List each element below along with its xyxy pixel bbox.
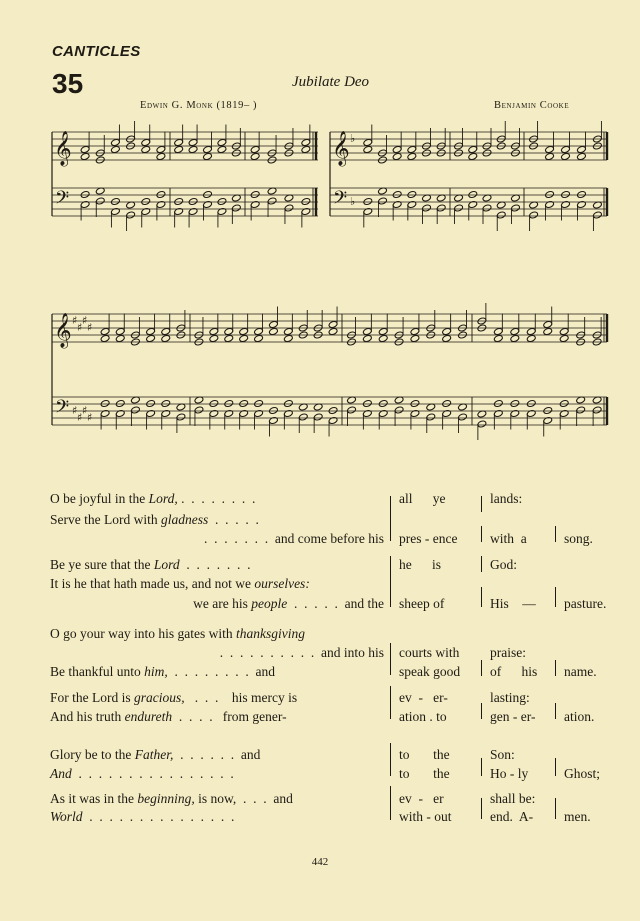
key-signature-icon: ♯ <box>82 314 88 327</box>
treble-clef-icon: 𝄞 <box>54 313 72 348</box>
chant-italic: Father, <box>134 747 174 762</box>
half-note <box>328 327 338 335</box>
chant-left-text <box>50 626 305 642</box>
half-note <box>526 327 536 335</box>
key-signature-icon: ♯ <box>87 411 93 424</box>
chant-left-text <box>220 645 384 661</box>
chant-plain: . . . . . . . . . . and into his <box>219 645 384 660</box>
half-note <box>577 190 587 198</box>
half-note <box>156 190 166 198</box>
half-note <box>141 197 151 205</box>
chant-pointing-c1: to the <box>399 766 450 781</box>
half-note <box>250 152 260 160</box>
chant-line <box>0 690 640 708</box>
half-note <box>217 145 227 153</box>
chant-plain: Be thankful unto <box>50 664 145 679</box>
key-signature-icon: ♯ <box>77 321 83 334</box>
half-note <box>209 327 219 335</box>
half-note <box>436 204 446 212</box>
half-note <box>493 334 503 342</box>
half-note <box>592 406 602 414</box>
chant-pointing-c3: pasture. <box>564 596 607 611</box>
chant-line <box>0 766 640 784</box>
chant-pointing-c1: ev - er <box>399 791 444 806</box>
pointing-bar <box>390 686 391 719</box>
chant-line <box>0 791 640 809</box>
half-note <box>203 190 213 198</box>
half-note <box>559 399 569 407</box>
chant-dots: . . . . . . . . <box>177 491 256 506</box>
half-note <box>254 334 264 342</box>
half-note <box>115 327 125 335</box>
bass-clef-icon: 𝄢 <box>333 188 348 213</box>
chant-line <box>0 557 640 575</box>
chant-italic: people <box>251 596 288 611</box>
chant-left-text <box>50 809 234 825</box>
chant-pointing-c2: Ho - ly <box>490 766 529 781</box>
chant-plain: Serve the Lord with <box>50 512 161 527</box>
half-note <box>561 190 571 198</box>
chant-left-text <box>50 709 287 725</box>
half-note <box>100 327 110 335</box>
pointing-bar <box>481 660 482 676</box>
chant-plain: . . . . . . . and come before his <box>204 531 384 546</box>
half-note <box>545 190 555 198</box>
chant-dots: . . . . . . . . . . . . . . . . <box>71 766 234 781</box>
key-signature-icon: ♯ <box>87 321 93 334</box>
pointing-bar <box>555 526 556 542</box>
chant-pointing-c2: shall be: <box>490 791 536 806</box>
half-note <box>254 399 264 407</box>
half-note <box>561 145 571 153</box>
half-note <box>301 145 311 153</box>
music-notation <box>0 0 640 460</box>
chant-line <box>0 531 640 549</box>
chant-pointing-c2: end. A- <box>490 809 534 824</box>
half-note <box>468 152 478 160</box>
half-note <box>561 152 571 160</box>
half-note <box>209 334 219 342</box>
pointing-bar <box>555 587 556 607</box>
half-note <box>176 413 186 421</box>
chant-left-text <box>50 690 297 706</box>
half-note <box>545 152 555 160</box>
half-note <box>194 406 204 414</box>
half-note <box>510 327 520 335</box>
half-note <box>362 399 372 407</box>
chant-left-text <box>204 531 384 547</box>
pointing-bar <box>555 703 556 719</box>
half-note <box>80 145 90 153</box>
chant-pointing-c1: speak good <box>399 664 461 679</box>
half-note <box>283 334 293 342</box>
half-note <box>511 204 521 212</box>
key-signature-icon: ♭ <box>350 132 356 145</box>
chant-pointing-c1: he is <box>399 557 441 572</box>
half-note <box>224 399 234 407</box>
chant-left-text <box>50 491 255 507</box>
chant-pointing-c1: ation . to <box>399 709 447 724</box>
bass-clef-icon: 𝄢 <box>55 188 70 213</box>
half-note <box>410 327 420 335</box>
pointing-bar <box>390 496 391 541</box>
pointing-bar <box>390 643 391 675</box>
half-note <box>477 420 487 428</box>
chant-left-text <box>50 747 260 763</box>
chant-left-text <box>50 664 275 680</box>
half-note <box>378 197 388 205</box>
half-note <box>496 211 506 219</box>
pointing-bar <box>481 758 482 776</box>
composer-left: Edwin G. Monk (1819– ) <box>140 100 258 111</box>
half-note <box>80 152 90 160</box>
half-note <box>543 406 553 414</box>
chant-italic: And <box>50 766 72 781</box>
chant-line <box>0 809 640 827</box>
half-note <box>188 145 198 153</box>
half-note <box>407 145 417 153</box>
chant-pointing-c1: sheep of <box>399 596 445 611</box>
chant-pointing-c3: Ghost; <box>564 766 601 781</box>
half-note <box>146 334 156 342</box>
chant-line <box>0 626 640 644</box>
half-note <box>254 327 264 335</box>
chant-left-text <box>193 596 384 612</box>
half-note <box>363 197 373 205</box>
pointing-bar <box>390 786 391 820</box>
half-note <box>577 152 587 160</box>
chant-line <box>0 491 640 509</box>
pointing-bar <box>555 758 556 776</box>
half-note <box>378 327 388 335</box>
chant-pointing-c2: His — <box>490 596 536 611</box>
half-note <box>576 406 586 414</box>
half-note <box>174 145 184 153</box>
half-note <box>224 327 234 335</box>
chant-plain: Glory be to the <box>50 747 135 762</box>
half-note <box>482 204 492 212</box>
half-note <box>111 145 121 153</box>
half-note <box>141 138 151 146</box>
half-note <box>146 327 156 335</box>
pointing-bar <box>481 556 482 572</box>
half-note <box>559 327 569 335</box>
half-note <box>410 399 420 407</box>
half-note <box>131 406 141 414</box>
half-note <box>283 327 293 335</box>
chant-pointing-c1: ev - er- <box>399 690 448 705</box>
chant-italic: Lord, <box>148 491 178 506</box>
chant-pointing-c2: gen - er- <box>490 709 536 724</box>
half-note <box>468 190 478 198</box>
half-note <box>269 406 279 414</box>
half-note <box>239 334 249 342</box>
chant-italic: beginning, <box>137 791 195 806</box>
half-note <box>407 190 417 198</box>
half-note <box>174 138 184 146</box>
chant-pointing-c3: name. <box>564 664 597 679</box>
half-note <box>526 334 536 342</box>
half-note <box>267 197 277 205</box>
half-note <box>458 413 468 421</box>
chant-pointing-c2: Son: <box>490 747 515 762</box>
half-note <box>284 204 294 212</box>
chant-dots: . . . . . <box>208 512 259 527</box>
chant-pointing-c1: courts with <box>399 645 460 660</box>
half-note <box>126 211 136 219</box>
half-note <box>362 334 372 342</box>
chant-pointing-c1: all ye <box>399 491 446 506</box>
chant-italic: gladness <box>160 512 209 527</box>
half-note <box>209 399 219 407</box>
chant-line <box>0 664 640 682</box>
chant-line <box>0 747 640 765</box>
chant-pointing-c2: with a <box>490 531 527 546</box>
half-note <box>394 406 404 414</box>
half-note <box>493 327 503 335</box>
half-note <box>115 399 125 407</box>
chant-dots: . . . . . . and <box>173 747 261 762</box>
pointing-bar <box>481 798 482 819</box>
half-note <box>269 320 279 328</box>
pointing-bar <box>555 798 556 819</box>
key-signature-icon: ♯ <box>82 404 88 417</box>
half-note <box>426 413 436 421</box>
pointing-bar <box>555 660 556 676</box>
half-note <box>392 152 402 160</box>
pointing-bar <box>481 703 482 719</box>
half-note <box>362 327 372 335</box>
half-note <box>111 138 121 146</box>
hymn-title: Jubilate Deo <box>292 74 370 90</box>
chant-pointing-c2: of his <box>490 664 538 679</box>
chant-plain: For the Lord is <box>50 690 134 705</box>
half-note <box>161 334 171 342</box>
half-note <box>269 327 279 335</box>
chant-pointing-c2: God: <box>490 557 517 572</box>
half-note <box>577 145 587 153</box>
half-note <box>161 327 171 335</box>
chant-pointing-c2: lasting: <box>490 690 530 705</box>
chant-italic: gracious, <box>134 690 185 705</box>
chant-plain: Be ye sure that the <box>50 557 154 572</box>
half-note <box>231 204 241 212</box>
chant-pointing-c3: song. <box>564 531 593 546</box>
half-note <box>363 138 373 146</box>
half-note <box>217 138 227 146</box>
chant-pointing-c1: with - out <box>399 809 452 824</box>
half-note <box>392 145 402 153</box>
pointing-bar <box>481 496 482 512</box>
half-note <box>493 399 503 407</box>
chant-pointing-c1: pres - ence <box>399 531 458 546</box>
half-note <box>543 327 553 335</box>
chant-dots: . . . . . and the <box>287 596 384 611</box>
chant-plain: O go your way into his gates with <box>50 626 236 641</box>
half-note <box>95 197 105 205</box>
chant-line <box>0 576 640 594</box>
pointing-bar <box>390 743 391 776</box>
chant-left-text <box>50 791 293 807</box>
half-note <box>328 320 338 328</box>
chant-left-text <box>50 557 250 573</box>
half-note <box>301 138 311 146</box>
section-heading: CANTICLES <box>52 43 141 60</box>
chant-plain: O be joyful in the <box>50 491 149 506</box>
half-note <box>301 197 311 205</box>
treble-clef-icon: 𝄞 <box>332 131 350 166</box>
half-note <box>161 399 171 407</box>
half-note <box>111 197 121 205</box>
chant-line <box>0 709 640 727</box>
pointing-bar <box>481 526 482 542</box>
half-note <box>203 152 213 160</box>
chant-italic: thanksgiving <box>235 626 305 641</box>
chant-dots: . . . his mercy is <box>184 690 298 705</box>
chant-plain: As it was in the <box>50 791 138 806</box>
half-note <box>217 197 227 205</box>
half-note <box>442 334 452 342</box>
chant-italic: Lord <box>153 557 180 572</box>
chant-dots: . . . . from gener- <box>172 709 287 724</box>
half-note <box>115 334 125 342</box>
chant-plain: we are his <box>193 596 252 611</box>
chant-left-text <box>50 576 310 592</box>
half-note <box>100 399 110 407</box>
chant-pointing-c2: lands: <box>490 491 523 506</box>
half-note <box>174 197 184 205</box>
chant-italic: ourselves: <box>254 576 310 591</box>
chant-pointing-c2: praise: <box>490 645 526 660</box>
half-note <box>510 334 520 342</box>
half-note <box>526 399 536 407</box>
composer-right: Benjamin Cooke <box>494 100 570 111</box>
half-note <box>442 399 452 407</box>
half-note <box>146 399 156 407</box>
half-note <box>392 190 402 198</box>
half-note <box>188 138 198 146</box>
half-note <box>283 399 293 407</box>
half-note <box>298 413 308 421</box>
half-note <box>203 145 213 153</box>
chant-plain: It is he that hath made us, and not we <box>50 576 255 591</box>
half-note <box>529 211 539 219</box>
half-note <box>141 145 151 153</box>
half-note <box>378 334 388 342</box>
half-note <box>250 190 260 198</box>
chant-italic: endureth <box>124 709 173 724</box>
chant-line <box>0 645 640 663</box>
chant-pointing-c3: men. <box>564 809 591 824</box>
half-note <box>454 204 464 212</box>
half-note <box>545 145 555 153</box>
chant-line <box>0 596 640 614</box>
half-note <box>80 190 90 198</box>
chant-italic: him, <box>144 664 168 679</box>
pointing-bar <box>481 587 482 607</box>
half-note <box>410 334 420 342</box>
chant-left-text <box>50 512 259 528</box>
chant-dots: . . . . . . . . and <box>167 664 275 679</box>
chant-pointing-c1: to the <box>399 747 450 762</box>
pointing-bar <box>390 556 391 607</box>
bass-clef-icon: 𝄢 <box>55 397 70 422</box>
key-signature-icon: ♯ <box>77 411 83 424</box>
chant-dots: . . . . . . . <box>179 557 251 572</box>
half-note <box>347 406 357 414</box>
half-note <box>510 399 520 407</box>
treble-clef-icon: 𝄞 <box>54 131 72 166</box>
half-note <box>543 320 553 328</box>
key-signature-icon: ♯ <box>72 404 78 417</box>
half-note <box>239 399 249 407</box>
chant-plain: And his truth <box>50 709 125 724</box>
half-note <box>468 145 478 153</box>
half-note <box>442 327 452 335</box>
half-note <box>100 334 110 342</box>
key-signature-icon: ♭ <box>350 195 356 208</box>
half-note <box>250 145 260 153</box>
chant-italic: World <box>50 809 83 824</box>
half-note <box>328 406 338 414</box>
page-number: 442 <box>311 856 329 868</box>
hymn-number: 35 <box>52 68 84 99</box>
chant-pointing-c3: ation. <box>564 709 595 724</box>
chant-left-text <box>50 766 234 782</box>
chant-line <box>0 512 640 530</box>
half-note <box>407 152 417 160</box>
half-note <box>224 334 234 342</box>
half-note <box>422 204 432 212</box>
key-signature-icon: ♯ <box>72 314 78 327</box>
half-note <box>559 334 569 342</box>
chant-dots: is now, . . . and <box>194 791 293 806</box>
half-note <box>239 327 249 335</box>
half-note <box>313 413 323 421</box>
half-note <box>593 211 603 219</box>
half-note <box>156 152 166 160</box>
half-note <box>188 197 198 205</box>
chant-dots: . . . . . . . . . . . . . . . <box>82 809 235 824</box>
half-note <box>156 145 166 153</box>
half-note <box>363 145 373 153</box>
half-note <box>378 399 388 407</box>
